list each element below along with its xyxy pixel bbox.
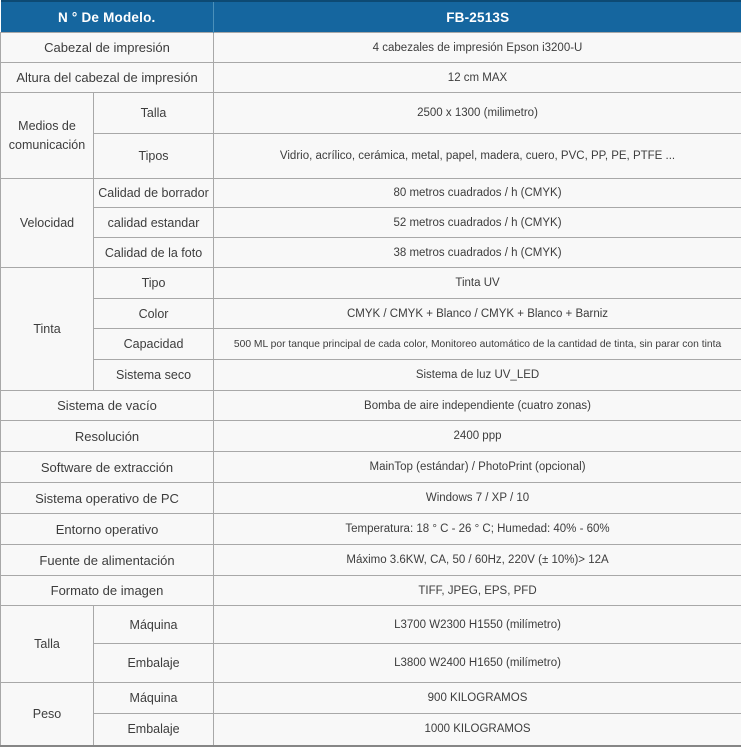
table-row bbox=[1, 208, 741, 238]
table-row bbox=[1, 514, 741, 545]
spec-value: 38 metros cuadrados / h (CMYK) bbox=[214, 238, 741, 268]
spec-value: Sistema de luz UV_LED bbox=[214, 360, 741, 391]
spec-sub-label: Máquina bbox=[94, 606, 214, 644]
spec-row-label: Sistema de vacío bbox=[1, 391, 214, 421]
table-row bbox=[1, 179, 741, 208]
spec-row-label: Formato de imagen bbox=[1, 576, 214, 606]
spec-row-label: Resolución bbox=[1, 421, 214, 452]
spec-sub-label: Calidad de borrador bbox=[94, 179, 214, 208]
spec-row-label: Altura del cabezal de impresión bbox=[1, 63, 214, 93]
spec-value: TIFF, JPEG, EPS, PFD bbox=[214, 576, 741, 606]
table-row bbox=[1, 576, 741, 606]
spec-row-label: Sistema operativo de PC bbox=[1, 483, 214, 514]
spec-value: 2400 ppp bbox=[214, 421, 741, 452]
spec-sub-label: Talla bbox=[94, 93, 214, 134]
table-row bbox=[1, 452, 741, 483]
spec-value: Tinta UV bbox=[214, 268, 741, 299]
spec-value: L3700 W2300 H1550 (milímetro) bbox=[214, 606, 741, 644]
spec-value: Bomba de aire independiente (cuatro zonas) bbox=[214, 391, 741, 421]
spec-sub-label: Tipos bbox=[94, 134, 214, 179]
spec-value: 2500 x 1300 (milimetro) bbox=[214, 93, 741, 134]
spec-value: 4 cabezales de impresión Epson i3200-U bbox=[214, 33, 741, 63]
spec-value: 12 cm MAX bbox=[214, 63, 741, 93]
spec-value: Máximo 3.6KW, CA, 50 / 60Hz, 220V (± 10%)> 12A bbox=[214, 545, 741, 576]
spec-value: 80 metros cuadrados / h (CMYK) bbox=[214, 179, 741, 208]
spec-value: CMYK / CMYK + Blanco / CMYK + Blanco + Barniz bbox=[214, 299, 741, 329]
spec-value: MainTop (estándar) / PhotoPrint (opcional) bbox=[214, 452, 741, 483]
spec-group-label: Medios de comunicación bbox=[1, 93, 94, 179]
table-row bbox=[1, 683, 741, 714]
spec-table-body bbox=[1, 33, 741, 746]
spec-sub-label: Sistema seco bbox=[94, 360, 214, 391]
spec-value: Temperatura: 18 ° C - 26 ° C; Humedad: 40% - 60% bbox=[214, 514, 741, 545]
table-row bbox=[1, 606, 741, 644]
spec-value: Vidrio, acrílico, cerámica, metal, papel, madera, cuero, PVC, PP, PE, PTFE ... bbox=[214, 134, 741, 179]
spec-sub-label: Capacidad bbox=[94, 329, 214, 360]
spec-group-label: Tinta bbox=[1, 268, 94, 391]
spec-value: 52 metros cuadrados / h (CMYK) bbox=[214, 208, 741, 238]
spec-value: Windows 7 / XP / 10 bbox=[214, 483, 741, 514]
table-header-row bbox=[1, 1, 741, 33]
spec-group-label: Velocidad bbox=[1, 179, 94, 268]
spec-sub-label: Tipo bbox=[94, 268, 214, 299]
table-row bbox=[1, 238, 741, 268]
table-row bbox=[1, 93, 741, 134]
table-row bbox=[1, 329, 741, 360]
table-row bbox=[1, 714, 741, 746]
table-row bbox=[1, 134, 741, 179]
table-row bbox=[1, 63, 741, 93]
table-row bbox=[1, 644, 741, 683]
model-value-header: FB-2513S bbox=[214, 1, 741, 33]
spec-row-label: Fuente de alimentación bbox=[1, 545, 214, 576]
spec-value: 1000 KILOGRAMOS bbox=[214, 714, 741, 746]
spec-group-label: Peso bbox=[1, 683, 94, 746]
table-row bbox=[1, 391, 741, 421]
table-row bbox=[1, 421, 741, 452]
table-row bbox=[1, 268, 741, 299]
table-row bbox=[1, 483, 741, 514]
table-row bbox=[1, 299, 741, 329]
spec-row-label: Entorno operativo bbox=[1, 514, 214, 545]
spec-sub-label: Máquina bbox=[94, 683, 214, 714]
spec-sub-label: Embalaje bbox=[94, 644, 214, 683]
spec-row-label: Cabezal de impresión bbox=[1, 33, 214, 63]
spec-value: 900 KILOGRAMOS bbox=[214, 683, 741, 714]
spec-row-label: Software de extracción bbox=[1, 452, 214, 483]
spec-group-label: Talla bbox=[1, 606, 94, 683]
table-row bbox=[1, 33, 741, 63]
spec-sub-label: Calidad de la foto bbox=[94, 238, 214, 268]
table-row bbox=[1, 360, 741, 391]
spec-sub-label: Color bbox=[94, 299, 214, 329]
spec-value: L3800 W2400 H1650 (milímetro) bbox=[214, 644, 741, 683]
spec-sub-label: calidad estandar bbox=[94, 208, 214, 238]
spec-sub-label: Embalaje bbox=[94, 714, 214, 746]
model-number-header: N ° De Modelo. bbox=[1, 1, 214, 33]
spec-value: 500 ML por tanque principal de cada color, Monitoreo automático de la cantidad de tinta, sin parar con tinta bbox=[214, 329, 741, 360]
table-row bbox=[1, 545, 741, 576]
